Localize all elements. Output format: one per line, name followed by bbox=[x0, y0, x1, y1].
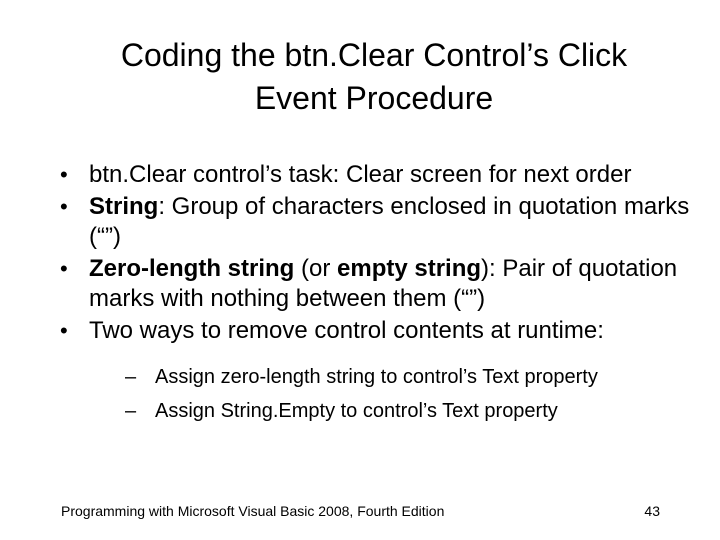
bullet-text-mid: (or bbox=[294, 255, 337, 282]
sub-bullet-marker: – bbox=[125, 400, 137, 422]
bullet-text: btn.Clear control’s task: Clear screen for next order bbox=[89, 161, 632, 188]
title-line-2: Event Procedure bbox=[254, 80, 494, 116]
bullet-bold-term: String bbox=[89, 193, 159, 220]
bullet-text: : Group of characters enclosed in quotation marks (“”) bbox=[89, 193, 690, 250]
bullet-bold-term-2: empty string bbox=[337, 255, 482, 282]
page-number: 43 bbox=[644, 503, 660, 519]
bullet-bold-term: Zero-length string bbox=[89, 255, 295, 282]
bullet-text: Two ways to remove control contents at runtime: bbox=[89, 317, 604, 344]
bullet-item-task bbox=[60, 160, 700, 190]
bullet-marker: • bbox=[60, 162, 68, 187]
bullet-marker: • bbox=[60, 318, 68, 343]
sub-bullet-marker: – bbox=[125, 366, 137, 388]
bullet-item-zero-length bbox=[60, 254, 700, 314]
slide-title bbox=[40, 34, 708, 120]
sub-bullet-text: Assign String.Empty to control’s Text property bbox=[155, 400, 558, 422]
sub-bullet-text: Assign zero-length string to control’s Text property bbox=[155, 366, 598, 388]
bullet-item-two-ways bbox=[60, 316, 700, 428]
sub-bullet-item bbox=[125, 394, 700, 428]
footer-source: Programming with Microsoft Visual Basic 2008, Fourth Edition bbox=[61, 503, 445, 519]
sub-bullet-list bbox=[89, 360, 700, 428]
sub-bullet-item bbox=[125, 360, 700, 394]
bullet-marker: • bbox=[60, 256, 68, 281]
bullet-item-string bbox=[60, 192, 700, 252]
title-line-1: Coding the btn.Clear Control’s Click bbox=[120, 37, 628, 73]
bullet-list bbox=[60, 160, 700, 430]
bullet-marker: • bbox=[60, 194, 68, 219]
bullet-text: ): Pair of quotation marks with nothing between them (“”) bbox=[89, 255, 678, 312]
